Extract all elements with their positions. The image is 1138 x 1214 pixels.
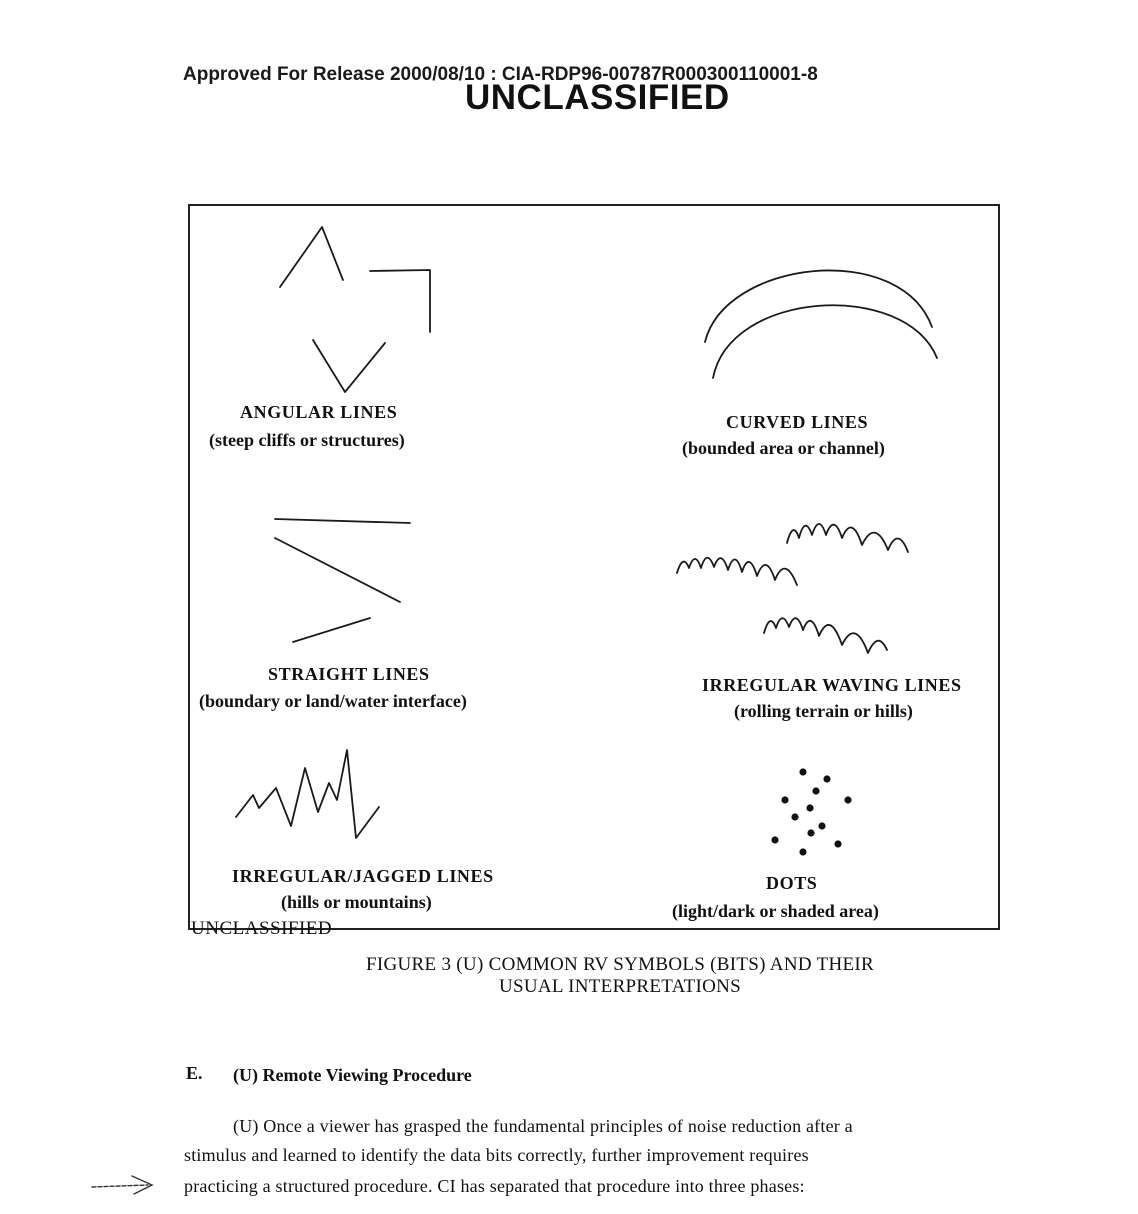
straight-lines-drawing	[275, 519, 410, 642]
right-arrow-icon	[90, 1172, 160, 1196]
paragraph-line: (U) Once a viewer has grasped the fundamental principles of noise reduction after a	[233, 1116, 853, 1136]
dots-drawing	[771, 768, 851, 855]
waving-lines-desc: (rolling terrain or hills)	[734, 701, 913, 721]
figure-caption	[300, 954, 940, 998]
release-line: Approved For Release 2000/08/10 : CIA-RDP96-00787R000300110001-8	[183, 64, 818, 85]
angular-lines-drawing	[280, 227, 430, 392]
straight-lines-title: STRAIGHT LINES	[268, 664, 430, 684]
waving-lines-title: IRREGULAR WAVING LINES	[702, 675, 962, 695]
dots-desc: (light/dark or shaded area)	[672, 901, 879, 921]
classification-header: UNCLASSIFIED	[465, 78, 730, 117]
section-letter: E.	[186, 1063, 203, 1083]
curved-lines-title: CURVED LINES	[726, 412, 869, 432]
angular-lines-title: ANGULAR LINES	[240, 402, 398, 422]
jagged-lines-title: IRREGULAR/JAGGED LINES	[232, 866, 494, 886]
figure-classification-label: UNCLASSIFIED	[191, 918, 333, 939]
dots-title: DOTS	[766, 873, 818, 893]
figure-caption-line-1: FIGURE 3 (U) COMMON RV SYMBOLS (BITS) AND THEIR	[365, 954, 875, 975]
curved-lines-desc: (bounded area or channel)	[682, 438, 885, 458]
straight-lines-desc: (boundary or land/water interface)	[199, 691, 467, 711]
angular-lines-desc: (steep cliffs or structures)	[209, 430, 405, 450]
jagged-lines-drawing	[236, 750, 379, 838]
figure-caption-line-2: USUAL INTERPRETATIONS	[498, 976, 742, 997]
waving-lines-drawing	[677, 524, 908, 653]
paragraph-line: stimulus and learned to identify the data bits correctly, further improvement requires	[184, 1145, 809, 1165]
curved-lines-drawing	[705, 270, 937, 378]
jagged-lines-desc: (hills or mountains)	[281, 892, 432, 912]
section-title: (U) Remote Viewing Procedure	[233, 1065, 472, 1085]
paragraph-line: practicing a structured procedure. CI has separated that procedure into three phases:	[184, 1176, 805, 1196]
